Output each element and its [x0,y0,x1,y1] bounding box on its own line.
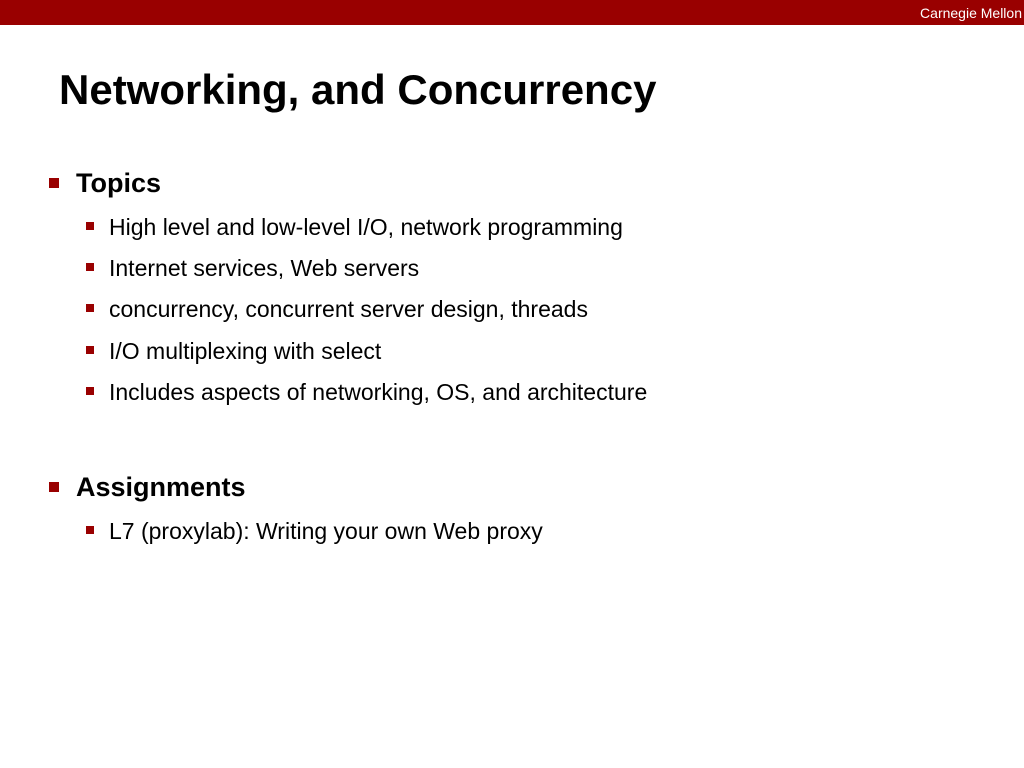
square-bullet-icon [49,482,59,492]
list-item-text: concurrency, concurrent server design, threads [109,296,588,323]
section-label-assignments: Assignments [76,472,246,502]
square-bullet-icon [86,346,94,354]
square-bullet-icon [49,178,59,188]
list-item-text: L7 (proxylab): Writing your own Web proxy [109,517,543,544]
list-item-text: Includes aspects of networking, OS, and architecture [109,379,648,406]
section-header [44,468,543,506]
list-item [44,330,647,371]
section-label-topics: Topics [76,168,162,198]
section-assignments [44,468,543,551]
topics-list [44,206,647,413]
institution-name: Carnegie Mellon [920,5,1022,21]
square-bullet-icon [86,222,94,230]
list-item [44,289,647,330]
list-item-text: High level and low-level I/O, network programming [109,213,623,240]
square-bullet-icon [86,387,94,395]
header-bar [0,0,1024,25]
list-item-text: Internet services, Web servers [109,255,420,282]
square-bullet-icon [86,304,94,312]
list-item [44,247,647,288]
list-item [44,372,647,413]
list-item [44,510,543,551]
list-item-text: I/O multiplexing with select [109,337,382,364]
square-bullet-icon [86,526,94,534]
square-bullet-icon [86,263,94,271]
section-header [44,164,647,202]
section-topics [44,164,647,413]
list-item [44,206,647,247]
assignments-list [44,510,543,551]
slide-title: Networking, and Concurrency [59,66,657,113]
